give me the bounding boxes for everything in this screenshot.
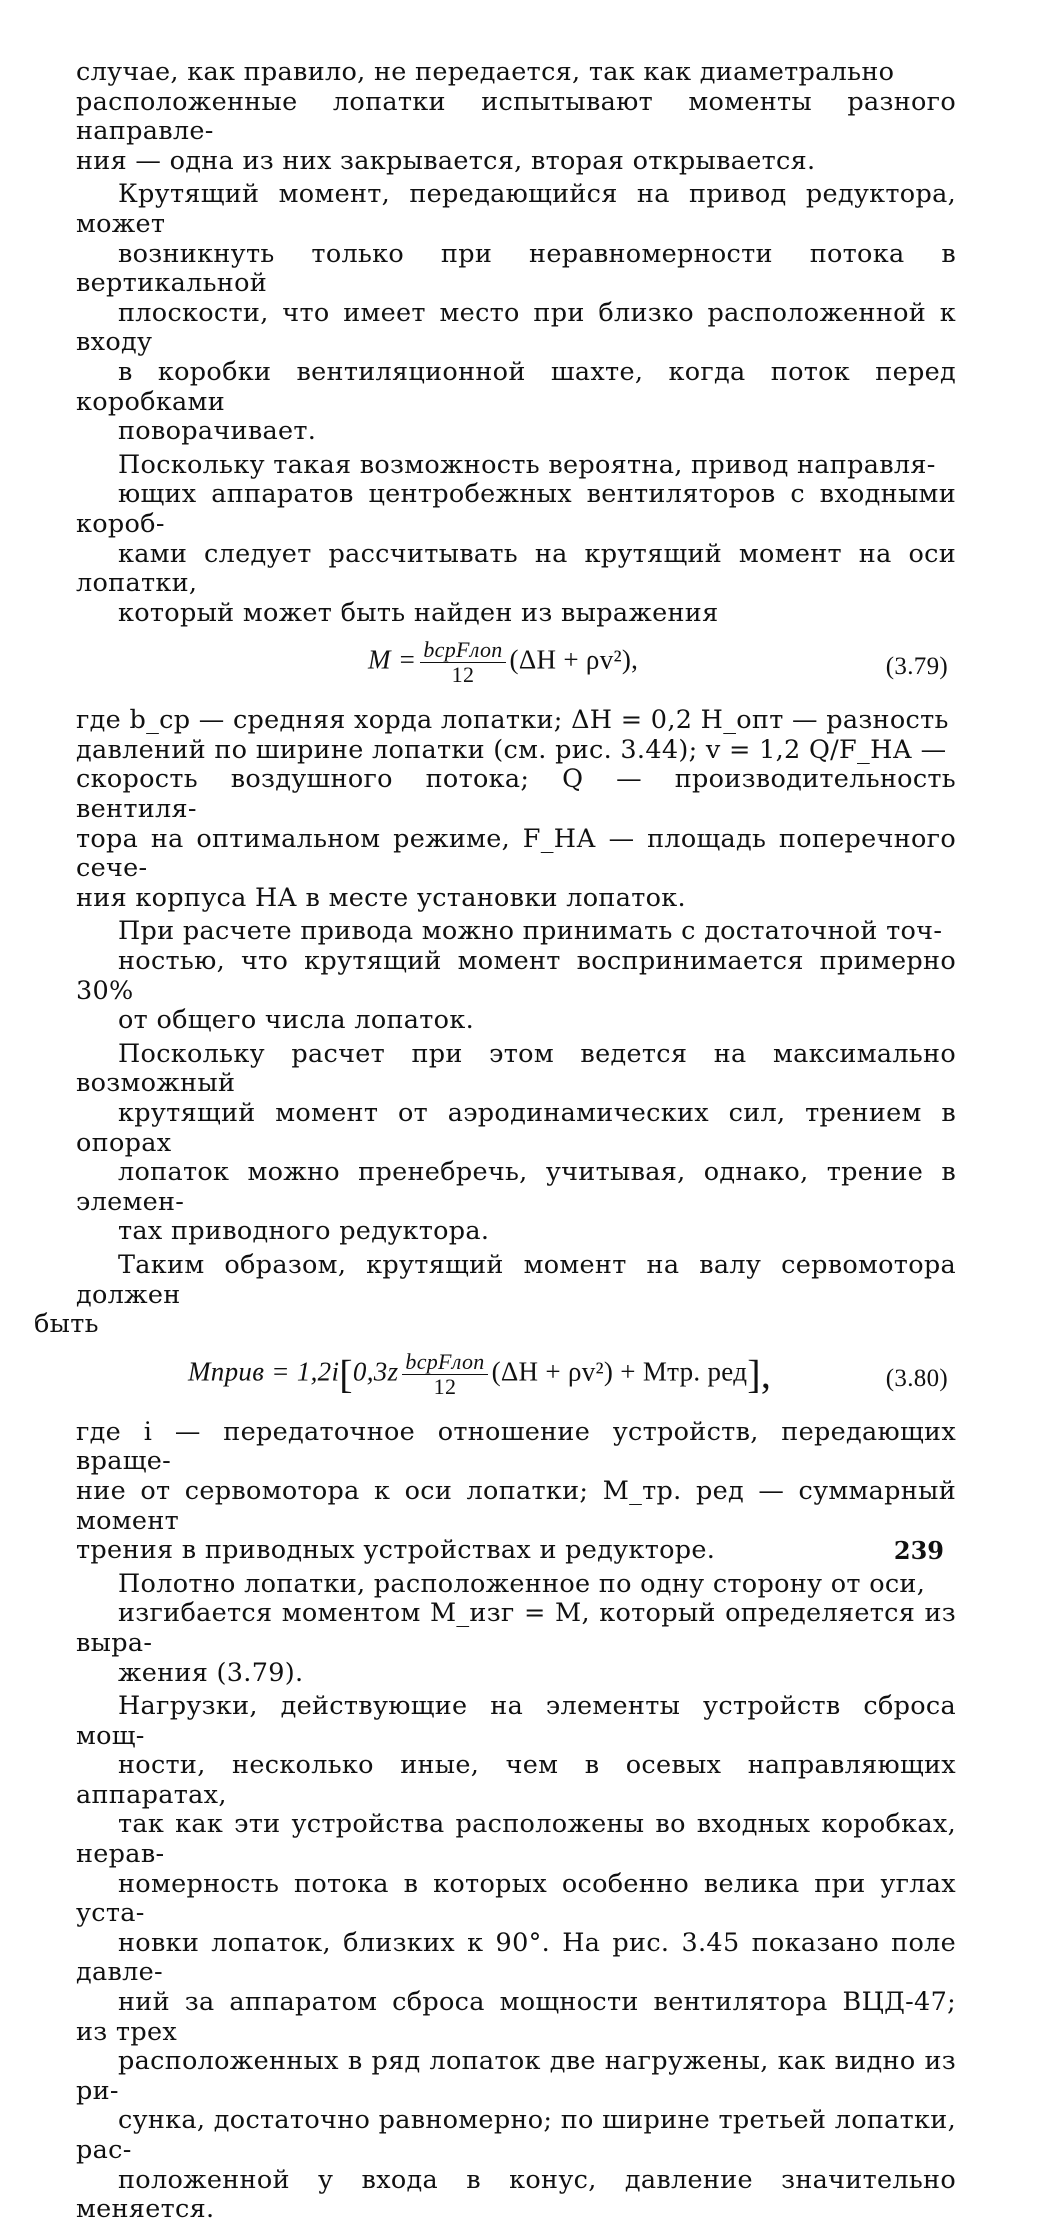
paragraph-4: где b_ср — средняя хорда лопатки; ΔH = 0,2 H_опт — разность давлений по ширине лопатки (см. рис. 3.44); v = 1,2 Q/F_НА — скорость воздушного потока; Q — производительность вентиля- тора на оптимальном режиме, F_НА — площадь поперечного сече- ния корпуса НА в месте установки лопаток.: [76, 705, 956, 913]
paragraph-1: случае, как правило, не передается, так как диаметрально расположенные лопатки испытывают моменты разного направле- ния — одна из них закрывается, вторая открывается.: [76, 57, 956, 176]
equation-number: (3.79): [885, 653, 948, 681]
formula-body: Mприв = 1,2i[0,3z $\frac{\text{bсрFлоп}}{12}$ (ΔH + ρv²) + Mтр. ред],: [188, 1348, 772, 1399]
paragraph-5: При расчете привода можно принимать с достаточной точ- ностью, что крутящий момент воспринимается примерно 30% от общего числа лопаток.: [76, 916, 956, 1036]
paragraph-8: где i — передаточное отношение устройств, передающих враще- ние от сервомотора к оси лопатки; M_тр. ред — суммарный момент трения в приводных устройствах и редукторе.: [76, 1416, 956, 1566]
page-number: 239: [893, 1536, 944, 1565]
fraction: $\frac{\text{bсрFлоп}}{12}$: [420, 638, 505, 687]
paragraph-2: Крутящий момент, передающийся на привод редуктора, может возникнуть только при неравномерности потока в вертикальной плоскости, что имеет место при близко расположенной к входу в коробки вентиляционной шахте, когда поток перед коробками поворачивает.: [76, 179, 956, 447]
equation-number: (3.80): [885, 1364, 948, 1392]
paragraph-7: Таким образом, крутящий момент на валу сервомотора должен быть: [34, 1249, 956, 1340]
paragraph-6: Поскольку расчет при этом ведется на максимально возможный крутящий момент от аэродинамических сил, трением в опорах лопаток можно пренебречь, учитывая, однако, трение в элемен- тах приводного редуктора.: [76, 1038, 956, 1247]
formula-body: M = $\frac{\text{bсрFлоп}}{12}$ (ΔH + ρv²),: [368, 637, 639, 688]
fraction: $\frac{\text{bсрFлоп}}{12}$: [402, 1350, 487, 1399]
paragraph-10: Нагрузки, действующие на элементы устройств сброса мощ- ности, несколько иные, чем в осевых направляющих аппаратах, так как эти устройства расположены во входных коробках, нерав- номерность потока в которых особенно велика при углах уста- новки лопаток, близких к 90°. На рис. 3.45 показано поле давле- ний за аппаратом сброса мощности вентилятора ВЦД-47; из трех расположенных в ряд лопаток две нагружены, как видно из ри- сунка, достаточно равномерно; по ширине третьей лопатки, рас- положенной у входа в конус, давление значительно меняется.: [76, 1691, 956, 2225]
formula-3-80: [76, 1346, 956, 1410]
formula-3-79: [76, 634, 956, 698]
paragraph-3: Поскольку такая возможность вероятна, привод направля- ющих аппаратов центробежных вентиляторов с входными короб- ками следует рассчитывать на крутящий момент на оси лопатки, который может быть найден из выражения: [76, 449, 956, 628]
page-text: [34, 57, 956, 2229]
paragraph-9: Полотно лопатки, расположенное по одну сторону от оси, изгибается моментом M_изг = M, который определяется из выра- жения (3.79).: [76, 1568, 956, 1688]
